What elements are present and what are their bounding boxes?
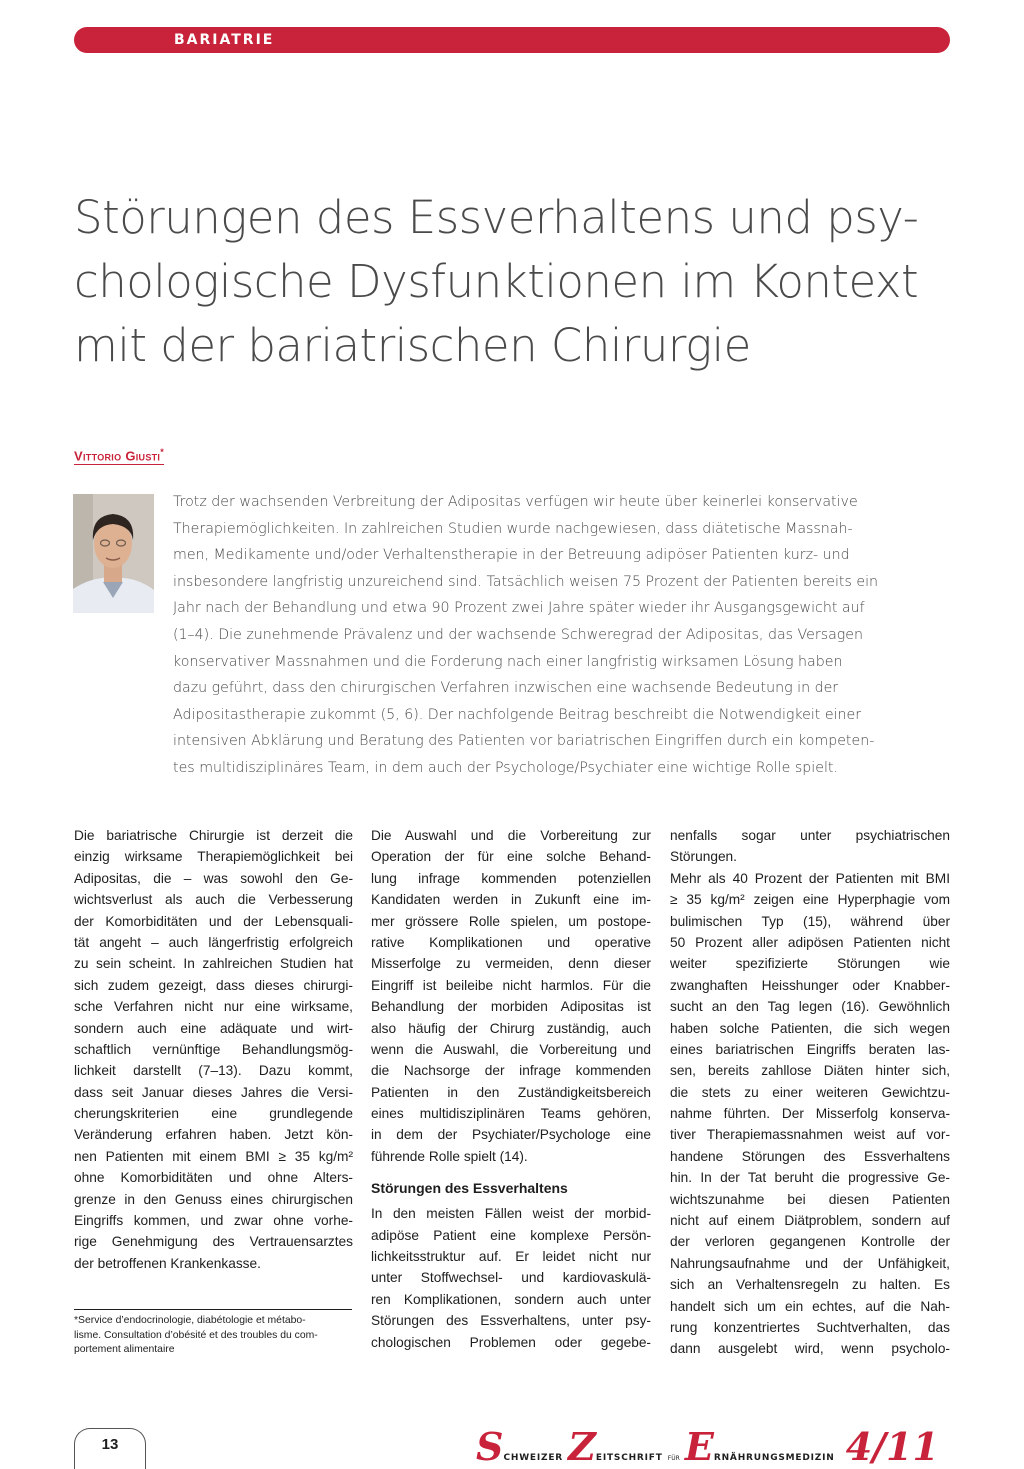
journal-word: RNÄHRUNGSMEDIZIN (713, 1453, 835, 1463)
body-line: bulimischen Typ (15), während über (670, 913, 950, 929)
section-heading: Störungen des Essverhaltens (371, 1180, 568, 1197)
body-line: sich zudem gezeigt, dass dieses chirurgi- (74, 977, 353, 993)
body-line: tiver Therapiemassnahmen weist auf vor- (670, 1127, 950, 1143)
body-line: also häufig der Chirurg zuständig, auch (371, 1020, 651, 1036)
body-line: haben solche Patienten, die sich wegen (670, 1020, 950, 1036)
abstract-line: Jahr nach der Behandlung und etwa 90 Prozent zwei Jahre später wieder ihr Ausgangsgewicht auf (173, 600, 865, 617)
body-line: Kandidaten werden in Zukunft eine im- (371, 892, 651, 908)
body-line: nahme führten. Der Misserfolg konserva- (670, 1106, 950, 1122)
abstract (173, 489, 959, 782)
body-line: ren Komplikationen, sondern auch unter (371, 1291, 651, 1307)
body-line: handelt sich um ein echtes, auf die Nah- (670, 1298, 950, 1314)
abstract-line: insbesondere langfristig unzureichend sind. Tatsächlich weisen 75 Prozent der Patienten bereits ein (173, 573, 879, 590)
body-line: Misserfolge zu vermeiden, denn dieser (371, 956, 651, 972)
body-line: Veränderung erfahren haben. Jetzt kön- (74, 1127, 353, 1143)
body-line: lichkeitsstruktur auf. Er leidet nicht nur (371, 1249, 651, 1265)
body-line: nicht auf einem Diätproblem, sondern auf (670, 1213, 950, 1229)
body-line: schaftlich vernünftige Behandlungsmög- (74, 1041, 353, 1057)
body-line: cherungskriterien eine grundlegende (74, 1106, 353, 1122)
body-line: dann ausgelebt wird, wenn psycholo- (670, 1341, 950, 1357)
body-line: zu sein scheint. In zahlreichen Studien hat (74, 956, 353, 972)
body-line: einzig wirksame Therapiemöglichkeit bei (74, 849, 353, 865)
abstract-line: Therapiemöglichkeiten. In zahlreichen Studien wurde nachgewiesen, dass diätetische Massnah- (173, 520, 853, 537)
body-line: wichtszunahme bei diesen Patienten (670, 1191, 950, 1207)
body-line: in dem der Psychiater/Psychologe eine (371, 1127, 651, 1143)
body-column-3 (670, 825, 950, 1360)
journal-initial: Z (568, 1424, 596, 1469)
body-line: adipöse Patient eine komplexe Persön- (371, 1227, 651, 1243)
body-line: Die bariatrische Chirurgie ist derzeit die (74, 828, 353, 843)
body-line: Nahrungsaufnahme und der Unfähigkeit, (670, 1255, 950, 1271)
body-line: sich an Verhaltensregeln zu halten. Es (670, 1277, 950, 1293)
journal-initial: S (476, 1424, 504, 1469)
article-title (74, 186, 954, 378)
body-line: führende Rolle spielt (14). (371, 1148, 528, 1164)
abstract-line: konservativer Massnahmen und die Forderung nach einer langfristig wirksamen Lösung haben (173, 653, 843, 670)
body-line: mer grössere Rolle spielen, um postope- (371, 913, 651, 929)
body-line: dass seit Januar dieses Jahres die Versi- (74, 1084, 353, 1100)
body-line: Operation der für eine solche Behand- (371, 849, 651, 865)
body-line: weiter spezifizierte Störungen wie (670, 956, 950, 972)
footnote-line: *Service d’endocrinologie, diabétologie et métabo- (74, 1315, 306, 1326)
body-line: rative Komplikationen und operative (371, 934, 651, 950)
body-line: Störungen des Essverhaltens, unter psy- (371, 1313, 651, 1329)
journal-issue: 4/11 (845, 1424, 939, 1469)
author-portrait-icon (73, 494, 154, 613)
body-column-2 (371, 825, 651, 1353)
title-line: mit der bariatrischen Chirurgie (74, 319, 751, 372)
author-photo (73, 494, 154, 613)
section-header-bar (74, 27, 950, 53)
abstract-line: dazu geführt, dass den chirurgischen Verfahren inzwischen eine wachsende Bedeutung in der (173, 680, 839, 697)
body-line: sche Verfahren nicht nur eine wirksame, (74, 999, 353, 1015)
body-line: der verloren gegangenen Kontrolle der (670, 1234, 950, 1250)
body-line: ohne Komorbiditäten und ohne Alters- (74, 1170, 353, 1186)
body-line: 50 Prozent aller adipösen Patienten nicht (670, 934, 950, 950)
body-line: ≥ 35 kg/m² zeigen eine Hyperphagie vom (670, 892, 950, 908)
footnote-line: portement alimentaire (74, 1344, 175, 1356)
body-line: Eingriff ist beileibe nicht harmlos. Für die (371, 977, 651, 993)
body-line: wenn die Auswahl, die Vorbereitung und (371, 1041, 651, 1057)
body-line: die Nachsorge der infrage kommenden (371, 1063, 651, 1079)
body-line: rung konzentriertes Suchtverhalten, das (670, 1319, 950, 1335)
body-line: nen Patienten mit einem BMI ≥ 35 kg/m² (74, 1148, 353, 1164)
abstract-line: intensiven Abklärung und Beratung des Patienten vor bariatrischen Eingriffen durch ein kompeten- (173, 733, 875, 750)
body-line: Eingriffs kommen, und zwar ohne vorhe- (74, 1213, 353, 1229)
body-line: handene Störungen des Essverhaltens (670, 1148, 950, 1164)
author-footnote-mark: * (160, 447, 165, 457)
body-line: grenze in den Genuss eines chirurgischen (74, 1191, 353, 1207)
body-line: Behandlung der morbiden Adipositas ist (371, 999, 651, 1015)
body-line: eines multidisziplinären Teams gehören, (371, 1106, 651, 1122)
footnote (74, 1314, 354, 1358)
abstract-line: (1–4). Die zunehmende Prävalenz und der wachsende Schweregrad der Adipositas, das Versagen (173, 626, 864, 643)
footnote-divider (74, 1309, 352, 1310)
journal-word: EITSCHRIFT (595, 1453, 663, 1463)
abstract-line: men, Medikamente und/oder Verhaltenstherapie in der Betreuung adipöser Patienten kurz- und (173, 547, 850, 564)
body-line: wichtsverlust als auch die Verbesserung (74, 892, 353, 908)
body-line: hin. In der Tat beruht die progressive Ge- (670, 1170, 950, 1186)
abstract-line: tes multidisziplinäres Team, in dem auch der Psychologe/Psychiater eine wichtige Rolle spielt. (173, 759, 838, 776)
body-column-1 (74, 825, 353, 1274)
body-line: unter Stoffwechsel- und kardiovaskulä- (371, 1270, 651, 1286)
journal-word: FÜR (667, 1455, 680, 1462)
body-line: die stets zu einer weiteren Gewichtzu- (670, 1084, 950, 1100)
body-line: Patienten in den Zuständigkeitsbereich (371, 1084, 651, 1100)
journal-initial: E (684, 1424, 714, 1469)
body-line: Die Auswahl und die Vorbereitung zur (371, 828, 651, 843)
body-line: rige Genehmigung des Vertrauensarztes (74, 1234, 353, 1250)
body-line: lichkeit darstellt (7–13). Dazu kommt, (74, 1063, 353, 1079)
body-line: sondern auch eine adäquate und wirt- (74, 1020, 353, 1036)
body-line: In den meisten Fällen weist der morbid- (371, 1206, 651, 1222)
page-number-box (74, 1428, 146, 1469)
body-line: sen, bereits zahllose Diäten hinter sich, (670, 1063, 950, 1079)
body-line: tät angeht – auch längerfristig erfolgreich (74, 934, 353, 950)
body-line: zwanghaften Heisshunger oder Knabber- (670, 977, 950, 993)
journal-name (476, 1424, 939, 1469)
journal-word: CHWEIZER (503, 1453, 564, 1463)
body-line: Störungen. (670, 849, 737, 865)
abstract-line: Adipositastherapie zukommt (5, 6). Der nachfolgende Beitrag beschreibt die Notwendigkeit einer (173, 706, 862, 723)
author-byline (74, 447, 164, 465)
author-name: Vittorio Giusti (74, 448, 161, 464)
body-line: Mehr als 40 Prozent der Patienten mit BMI (670, 870, 950, 886)
abstract-line: Trotz der wachsenden Verbreitung der Adipositas verfügen wir heute über keinerlei konservative (173, 494, 858, 510)
body-line: lung infrage kommenden potenziellen (371, 870, 651, 886)
body-line: nenfalls sogar unter psychiatrischen (670, 828, 950, 843)
body-line: Adipositas, die – was sowohl den Ge- (74, 870, 353, 886)
title-line: chologische Dysfunktionen im Kontext (74, 255, 919, 308)
body-line: der Komorbiditäten und der Lebensquali- (74, 913, 353, 929)
body-line: sucht an den Tag legen (16). Gewöhnlich (670, 999, 950, 1015)
section-label: BARIATRIE (174, 32, 275, 48)
footnote-line: lisme. Consultation d’obésité et des troubles du com- (74, 1329, 318, 1341)
body-line: chologischen Problemen oder gegebe- (371, 1334, 651, 1350)
title-line: Störungen des Essverhaltens und psy- (74, 191, 919, 244)
body-line: der betroffenen Krankenkasse. (74, 1255, 261, 1271)
page-number: 13 (101, 1436, 119, 1453)
body-line: eines bariatrischen Eingriffs beraten las- (670, 1041, 950, 1057)
